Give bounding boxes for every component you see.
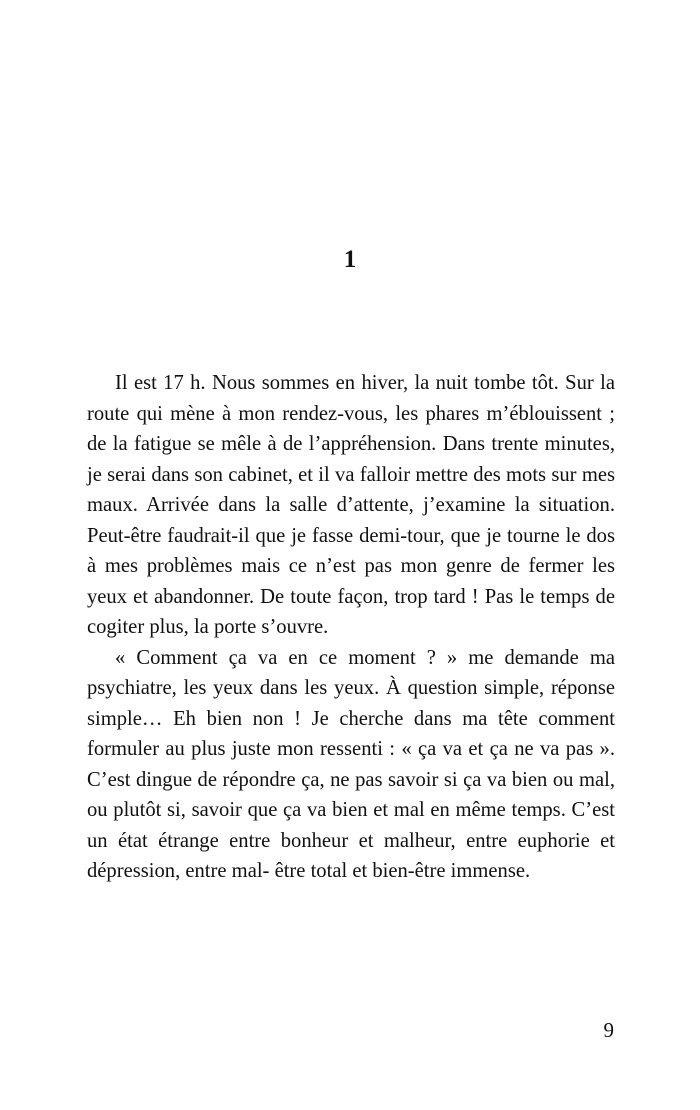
chapter-body bbox=[87, 368, 615, 887]
page-number: 9 bbox=[603, 1018, 614, 1042]
chapter-number: 1 bbox=[343, 246, 357, 273]
paragraph-2: « Comment ça va en ce moment ? » me demande ma psychiatre, les yeux dans les yeux. À question simple, réponse simple… Eh bien non ! Je cherche dans ma tête comment formuler au plus juste mon ressenti : « ça va et ça ne va pas ». C’est dingue de répondre ça, ne pas savoir si ça va bien ou mal, ou plutôt si, savoir que ça va bien et mal en même temps. C’est un état étrange entre bonheur et malheur, entre euphorie et dépression, entre mal- être total et bien-être immense. bbox=[87, 646, 615, 882]
paragraph-1: Il est 17 h. Nous sommes en hiver, la nuit tombe tôt. Sur la route qui mène à mon rendez-vous, les phares m’éblouissent ; de la fatigue se mêle à de l’appréhension. Dans trente minutes, je serai dans son cabinet, et il va falloir mettre des mots sur mes maux. Arrivée dans la salle d’attente, j’examine la situation. Peut-être faudrait-il que je fasse demi-tour, que je tourne le dos à mes problèmes mais ce n’est pas mon genre de fermer les yeux et abandonner. De toute façon, trop tard ! Pas le temps de cogiter plus, la porte s’ouvre. bbox=[87, 372, 615, 638]
